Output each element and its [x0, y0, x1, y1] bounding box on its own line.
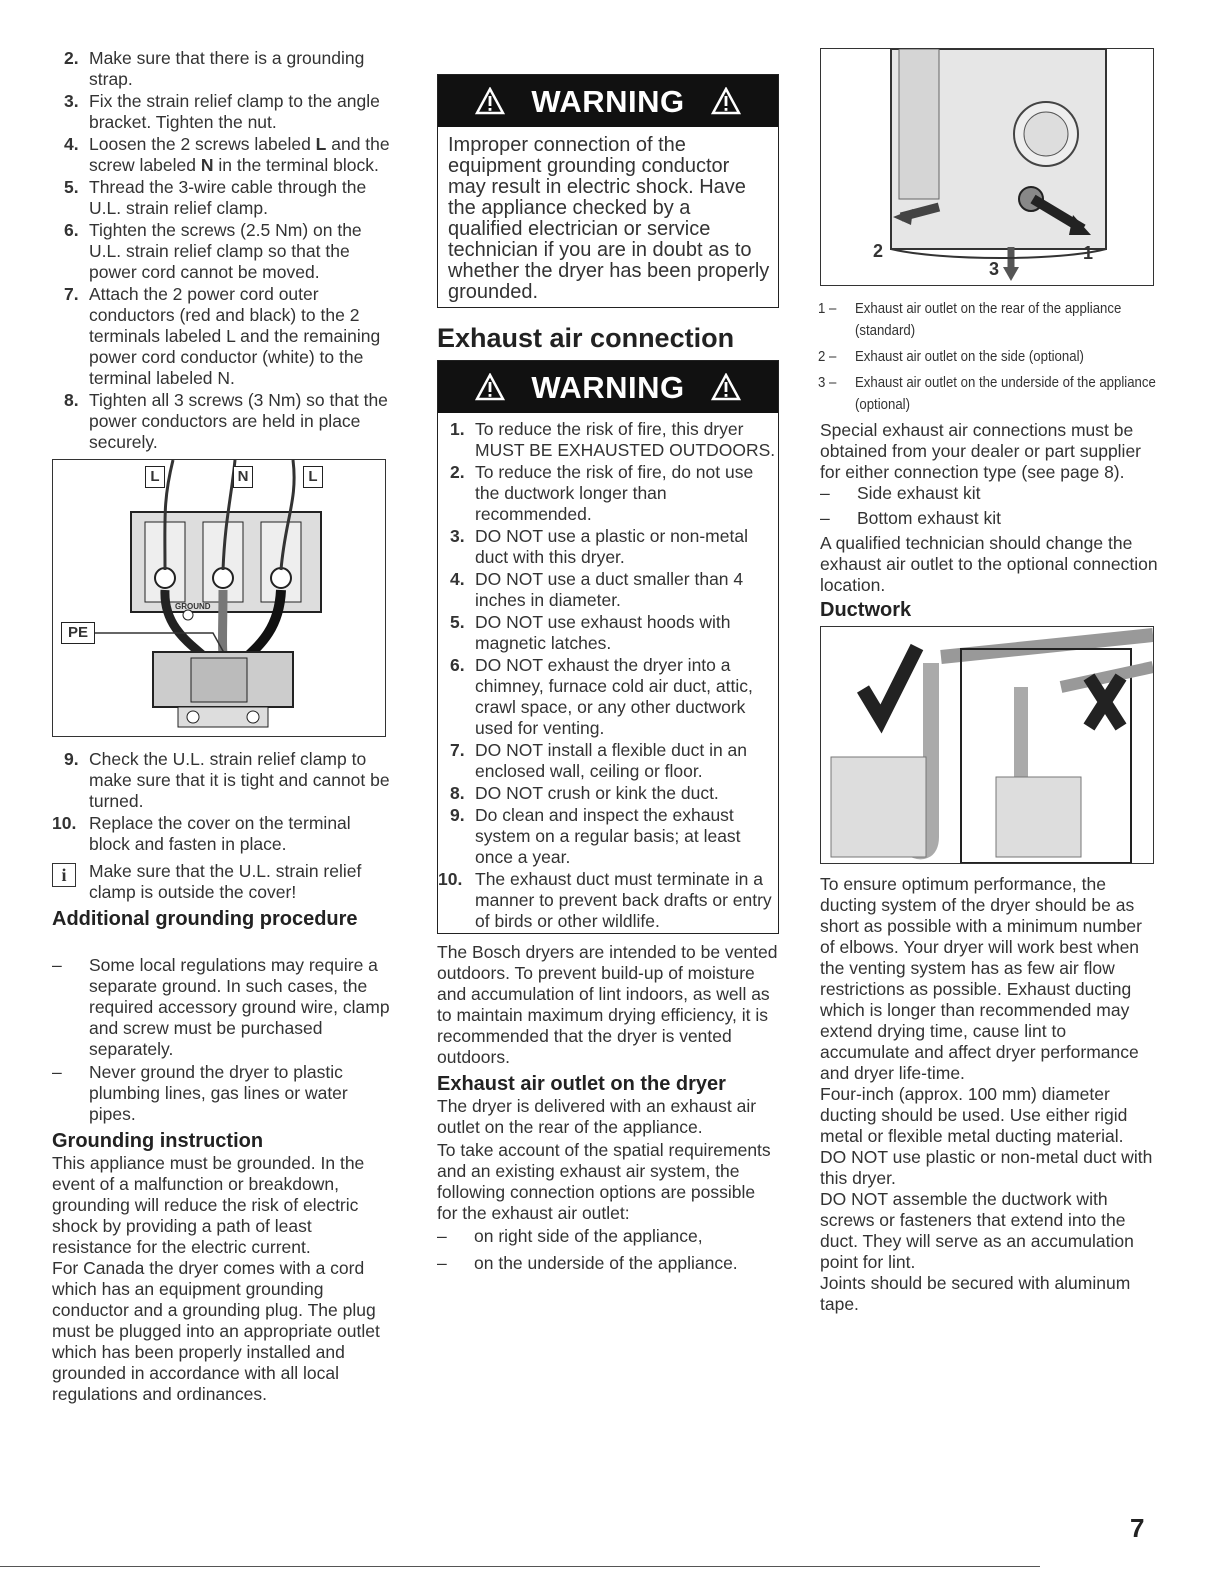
terminal-block-figure — [52, 459, 386, 737]
warning-item: 6. DO NOT exhaust the dryer into a chimney, furnace cold air duct, attic, crawl space, or any other ductwork used for venting. — [450, 655, 753, 738]
kit-side: – Side exhaust kit — [820, 483, 981, 503]
install-steps-b — [52, 749, 394, 855]
column-3 — [820, 48, 1160, 1315]
label-ground: GROUND — [175, 602, 211, 611]
label-PE: PE — [61, 622, 95, 644]
warning-item: 7. DO NOT install a flexible duct in an enclosed wall, ceiling or floor. — [450, 740, 748, 781]
warning-item: 10. The exhaust duct must terminate in a manner to prevent back drafts or entry of birds or other wildlife. — [438, 869, 772, 931]
label-L-left: L — [145, 466, 165, 488]
warning-item: 4. DO NOT use a duct smaller than 4 inches in diameter. — [450, 569, 744, 610]
install-steps-a — [52, 48, 394, 453]
warning-item: 9. Do clean and inspect the exhaust system on a regular basis; at least once a year. — [450, 805, 741, 867]
caption-2: 2 – Exhaust air outlet on the side (optional) — [818, 348, 1084, 365]
warning-header-1 — [438, 75, 778, 127]
kit-bottom: – Bottom exhaust kit — [820, 508, 1001, 528]
warning-title-2: WARNING — [531, 369, 685, 405]
heading-grounding-instruction: Grounding instruction — [52, 1130, 264, 1152]
page-number: 7 — [1130, 1513, 1145, 1543]
warning-triangle-icon — [711, 87, 741, 115]
spatial-paragraph: To take account of the spatial requirements and an existing exhaust air system, the following connection options are possible for the exhaust air outlet: — [437, 1140, 771, 1223]
callout-1: 1 — [1083, 243, 1094, 263]
caption-1: 1 – Exhaust air outlet on the rear of the appliance (standard) — [818, 300, 1122, 339]
label-L-right: L — [303, 466, 323, 488]
dash-item-never-ground: – Never ground the dryer to plastic plumbing lines, gas lines or water pipes. — [52, 1062, 348, 1124]
warning-title-1: WARNING — [531, 83, 685, 119]
caption-3: 3 – Exhaust air outlet on the underside of the appliance (optional) — [818, 374, 1156, 413]
screws-paragraph: DO NOT assemble the ductwork with screws or fasteners that extend into the duct. They will serve as an accumulation point for lint. — [820, 1189, 1134, 1272]
warning-list-2 — [438, 419, 778, 932]
dryer-rear-illustration — [821, 49, 1153, 285]
heading-exhaust-outlet: Exhaust air outlet on the dryer — [437, 1073, 726, 1095]
canada-paragraph: For Canada the dryer comes with a cord which has an equipment grounding conductor and a grounding plug. The plug must be plugged into an appropriate outlet which has been properly installed and grounded in accordance with all local regulations and ordinances. — [52, 1258, 380, 1404]
warning-text-1: Improper connection of the equipment grounding conductor may result in electric shock. Have the appliance checked by a qualified electrician or service technician if you are in doubt as to whether the dryer has been properly grounded. — [448, 134, 770, 303]
warning-item: 3. DO NOT use a plastic or non-metal duct with this dryer. — [450, 526, 748, 567]
ductwork-figure — [820, 626, 1154, 864]
bosch-paragraph: The Bosch dryers are intended to be vented outdoors. To prevent build-up of moisture and accumulation of lint indoors, as well as to maintain maximum drying efficiency, it is recommended that the dryer is vented outdoors. — [437, 942, 778, 1067]
column-1 — [52, 48, 394, 1405]
warning-item: 5. DO NOT use exhaust hoods with magnetic latches. — [450, 612, 731, 653]
warning-box-fire — [437, 360, 779, 934]
warning-triangle-icon — [475, 373, 505, 401]
column-2 — [437, 74, 779, 1274]
step-5: 5. Thread the 3-wire cable through the U.L. strain relief clamp. — [64, 177, 367, 218]
exhaust-outlet-figure — [820, 48, 1154, 286]
step-6: 6. Tighten the screws (2.5 Nm) on the U.L. strain relief clamp so that the power cord cannot be moved. — [64, 220, 362, 282]
step-4: 4. Loosen the 2 screws labeled L and the screw labeled N in the terminal block. — [64, 134, 390, 175]
callout-2: 2 — [873, 241, 884, 261]
warning-triangle-icon — [475, 87, 505, 115]
ensure-paragraph: To ensure optimum performance, the ducting system of the dryer should be as short as possible with a minimum number of elbows. Your dryer will work best when the venting system has as few air flow restrictions as possible. Exhaust ducting which is longer than recommended may extend drying time, cause lint to accumulate and affect dryer performance and dryer life-time. — [820, 874, 1142, 1083]
joints-paragraph: Joints should be secured with aluminum tape. — [820, 1273, 1131, 1314]
terminal-block-illustration — [53, 460, 385, 736]
delivered-paragraph: The dryer is delivered with an exhaust air outlet on the rear of the appliance. — [437, 1096, 757, 1137]
option-underside: – on the underside of the appliance. — [437, 1253, 738, 1273]
figure-captions — [818, 298, 1160, 416]
heading-additional-grounding: Additional grounding procedure — [52, 908, 358, 930]
step-7: 7. Attach the 2 power cord outer conductors (red and black) to the 2 terminals labeled L and the remaining power cord conductor (white) to the terminal labeled N. — [64, 284, 381, 388]
info-note: i Make sure that the U.L. strain relief clamp is outside the cover! — [52, 861, 394, 903]
dash-item-local-regulations: – Some local regulations may require a separate ground. In such cases, the required accessory ground wire, clamp and screw must be purchased separately. — [52, 955, 390, 1059]
step-9: 9. Check the U.L. strain relief clamp to make sure that it is tight and cannot be turned. — [64, 749, 390, 811]
step-3: 3. Fix the strain relief clamp to the angle bracket. Tighten the nut. — [64, 91, 380, 132]
step-10: 10. Replace the cover on the terminal block and fasten in place. — [52, 813, 351, 854]
ductwork-illustration — [821, 627, 1153, 863]
warning-item: 2. To reduce the risk of fire, do not use the ductwork longer than recommended. — [450, 462, 754, 524]
warning-item: 8. DO NOT crush or kink the duct. — [450, 783, 719, 803]
heading-exhaust-air-connection: Exhaust air connection — [437, 323, 735, 353]
step-8: 8. Tighten all 3 screws (3 Nm) so that the power conductors are held in place securely. — [64, 390, 388, 452]
footer-rule — [0, 1566, 1040, 1567]
warning-header-2 — [438, 361, 778, 413]
warning-triangle-icon — [711, 373, 741, 401]
special-paragraph: Special exhaust air connections must be obtained from your dealer or part supplier for either connection type (see page 8). — [820, 420, 1142, 482]
grounding-paragraph: This appliance must be grounded. In the event of a malfunction or breakdown, grounding will reduce the risk of electric shock by providing a path of least resistance for the electric current. — [52, 1153, 365, 1257]
warning-box-grounding — [437, 74, 779, 308]
technician-paragraph: A qualified technician should change the exhaust air outlet to the optional connection location. — [820, 533, 1158, 595]
option-right-side: – on right side of the appliance, — [437, 1226, 703, 1246]
warning-item: 1. To reduce the risk of fire, this dryer MUST BE EXHAUSTED OUTDOORS. — [450, 419, 776, 460]
step-2: 2. Make sure that there is a grounding strap. — [64, 48, 365, 89]
plastic-paragraph: DO NOT use plastic or non-metal duct with this dryer. — [820, 1147, 1153, 1188]
four-inch-paragraph: Four-inch (approx. 100 mm) diameter ducting should be used. Use either rigid metal or flexible metal ducting material. — [820, 1084, 1128, 1146]
label-N: N — [233, 466, 253, 488]
heading-ductwork: Ductwork — [820, 599, 912, 621]
info-icon: i — [52, 863, 76, 887]
callout-3: 3 — [989, 259, 1000, 279]
